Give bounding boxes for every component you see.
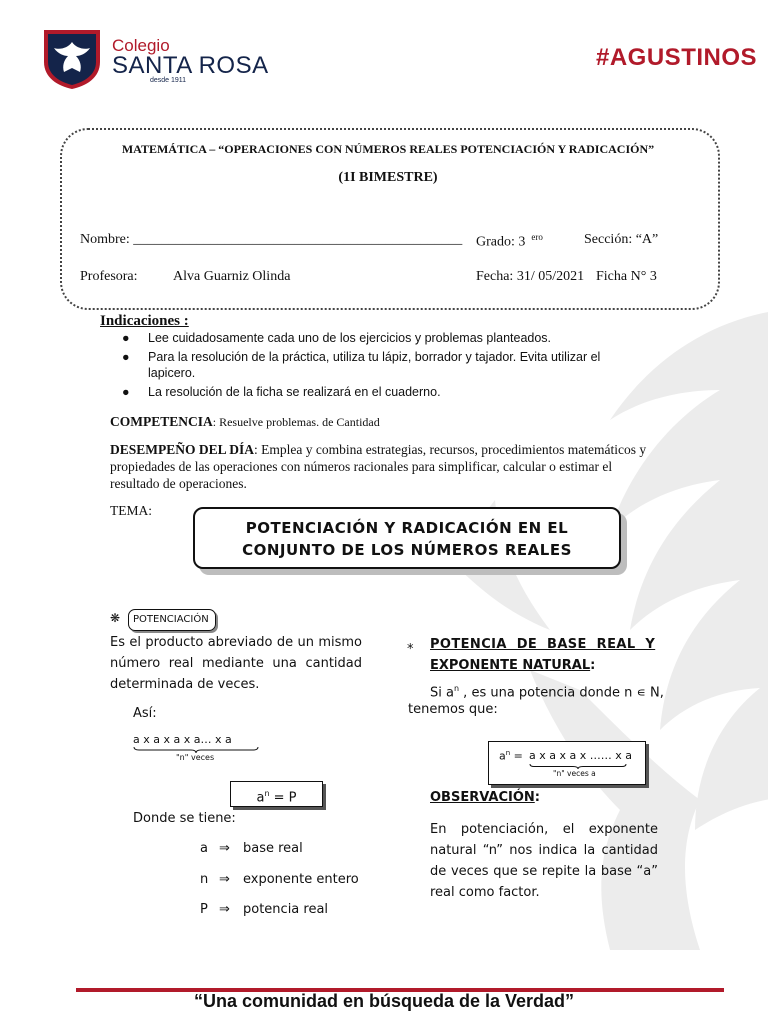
tema-box	[193, 507, 621, 569]
asi-label: Así:	[133, 706, 157, 721]
tenemos-label: tenemos que:	[408, 702, 498, 717]
brand-since: desde 1911	[150, 77, 187, 84]
grado-sup: ero	[531, 232, 543, 242]
fecha-field: Fecha: 31/ 05/2021	[476, 269, 585, 284]
bullet-icon: ●	[122, 385, 130, 399]
asterisk-bullet-icon: *	[407, 642, 414, 657]
tema-line2: CONJUNTO DE LOS NÚMEROS REALES	[242, 541, 572, 559]
formula-box: $a^n = P$	[230, 781, 323, 807]
brand-santa-rosa: SANTA ROSA	[112, 52, 269, 79]
product-expression: a x a x a x a… x a	[133, 733, 232, 746]
grado-label: Grado: 3	[476, 234, 526, 250]
seccion-field: Sección: “A”	[584, 232, 659, 247]
worksheet-title: MATEMÁTICA – “OPERACIONES CON NÚMEROS REALES POTENCIACIÓN Y RADICACIÓN”	[121, 142, 655, 156]
si-line: Si $a^n$ , es una potencia donde n ∊ N,	[430, 684, 664, 701]
footer-motto: “Una comunidad en búsqueda de la Verdad”	[193, 991, 575, 1011]
formula-product: a x a x a x …… x a	[529, 749, 632, 762]
bullet-icon: ●	[122, 350, 130, 364]
grado-field	[476, 232, 543, 251]
observacion-heading: OBSERVACIÓN:	[430, 790, 540, 805]
observacion-text: En potenciación, el exponente natural “n” nos indica la cantidad de veces que se repite la base “a” real como factor.	[430, 822, 658, 900]
right-heading-line1: POTENCIA DE BASE REAL Y	[430, 637, 656, 652]
term-row: a ⇒ base real	[200, 838, 208, 859]
arrow-icon: ⇒	[219, 902, 230, 917]
arrow-icon: ⇒	[219, 841, 230, 856]
term-row: P ⇒ potencia real	[200, 899, 208, 920]
formula-under-label: "n" veces a	[553, 769, 596, 778]
general-formula-box	[488, 741, 646, 785]
term-row: n ⇒ exponente entero	[200, 869, 208, 890]
list-item: ● Para la resolución de la práctica, utiliza tu lápiz, borrador y tajador. Evita utilizar el lapicero.	[122, 350, 601, 380]
potenciacion-label: POTENCIACIÓN	[128, 609, 216, 631]
formula-left: $a^n$ =	[499, 749, 523, 763]
tema-label: TEMA:	[110, 503, 152, 518]
bimestre-label: (1I BIMESTRE)	[338, 170, 438, 185]
flower-bullet-icon: ❋	[110, 611, 121, 625]
indicaciones-list	[122, 330, 642, 403]
arrow-icon: ⇒	[219, 872, 230, 887]
potenciacion-definition: Es el producto abreviado de un mismo número real mediante una cantidad determinada de veces.	[110, 635, 362, 692]
brand-colegio: Colegio	[112, 36, 170, 55]
donde-label: Donde se tiene:	[133, 811, 236, 826]
school-shield-logo	[42, 28, 102, 90]
competencia: COMPETENCIA: Resuelve problemas. de Cantidad	[110, 414, 380, 429]
n-veces-label: "n" veces	[176, 753, 215, 762]
list-item: ● Lee cuidadosamente cada uno de los ejercicios y problemas planteados.	[122, 331, 552, 345]
hashtag-agustinos: #AGUSTINOS	[596, 44, 758, 71]
desempeno: DESEMPEÑO DEL DÍA: Emplea y combina estrategias, recursos, procedimientos matemáticos y propiedades de las operaciones con números racionales para simplificar, calcular o estimar el resultado de operaciones.	[110, 442, 647, 491]
profesora-name: Alva Guarniz Olinda	[173, 269, 291, 284]
ficha-field: Ficha N° 3	[596, 269, 657, 284]
nombre-field: Nombre: _______________________________________________	[80, 232, 463, 247]
tema-line1: POTENCIACIÓN Y RADICACIÓN EN EL	[245, 519, 569, 537]
bullet-icon: ●	[122, 331, 130, 345]
list-item: ● La resolución de la ficha se realizará en el cuaderno.	[122, 385, 441, 399]
right-heading-line2: EXPONENTE NATURAL:	[430, 658, 596, 673]
indicaciones-title: Indicaciones :	[100, 313, 189, 329]
profesora-label: Profesora:	[80, 269, 138, 284]
